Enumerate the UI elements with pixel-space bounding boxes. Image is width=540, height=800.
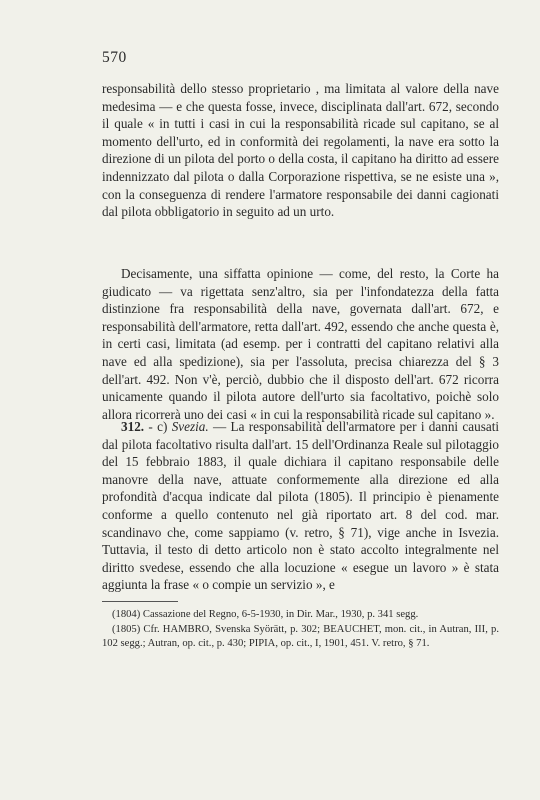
footnote-1805: (1805) Cfr. HAMBRO, Svenska Syörätt, p. 302; BEAUCHET, mon. cit., in Autran, III, p. 102 segg.; Autran, op. cit., p. 430; PIPIA, op. cit., I, 1901, 451. V. retro, § 71. (102, 623, 499, 650)
section-paragraph (102, 418, 499, 594)
section-title: Svezia. (171, 419, 209, 434)
section-312 (102, 418, 499, 594)
footnotes (102, 608, 499, 652)
section-text: — La responsabilità dell'armatore per i danni causati dal pilota facoltativo risulta dall'art. 15 dell'Ordinanza Reale sul pilotaggio del 15 febbraio 1883, il quale dichiara il capitano responsabile delle manovre della nave, attuate conformemente alla direzione ed alla profondità d'acqua indicate dal pilota (1805). Il principio è pienamente conforme a quello contenuto nel già riportato art. 8 del cod. mar. scandinavo che, come sappiamo (v. retro, § 71), vige anche in Isvezia. Tuttavia, il testo di detto articolo non è stato accolto integralmente nel diritto svedese, essendo che alla locuzione « esegue un lavoro » è stata aggiunta la frase « o compie un servizio », e (102, 419, 500, 593)
paragraph-continued (102, 80, 499, 221)
section-letter: - c) (148, 419, 168, 434)
paragraph-text: Decisamente, una siffatta opinione — come, del resto, la Corte ha giudicato — va rigettata senz'altro, sia per l'infondatezza della fatta distinzione fra responsabilità della nave, governata dall'art. 672, e responsabilità dell'armatore, retta dall'art. 492, essendo che anche questa è, in certi casi, limitata (ad esemp. per i contratti del capitano relativi alla nave ed alla spedizione), sia per l'assoluta, precisa chiarezza del § 3 dell'art. 492. Non v'è, perciò, dubbio che il disposto dell'art. 672 ricorra unicamente quando il pilota autore dell'urto sia facoltativo, poichè solo allora ricorrerà uno dei casi « in cui la responsabilità ricade sul capitano ». (102, 266, 499, 422)
footnote-1804: (1804) Cassazione del Regno, 6-5-1930, in Dir. Mar., 1930, p. 341 segg. (112, 609, 419, 620)
page-number: 570 (102, 49, 127, 66)
footnote-divider (102, 601, 178, 602)
paragraph (102, 265, 499, 423)
paragraph-text: responsabilità dello stesso proprietario , ma limitata al valore della nave medesima — e che questa fosse, invece, disciplinata dall'art. 672, secondo il quale « in tutti i casi in cui la responsabilità ricade sul capitano, se al momento dell'urto, ed in conformità dei regolamenti, la nave era sotto la direzione di un pilota del porto o della costa, il capitano ha diritto ad essere indennizzato dal pilota o dalla Corporazione rispettiva, se ne esiste una », con la conseguenza di rendere l'armatore responsabile dei danni cagionati dal pilota obbligatorio in seguito ad un urto. (102, 81, 499, 220)
section-number: 312. (121, 419, 145, 434)
